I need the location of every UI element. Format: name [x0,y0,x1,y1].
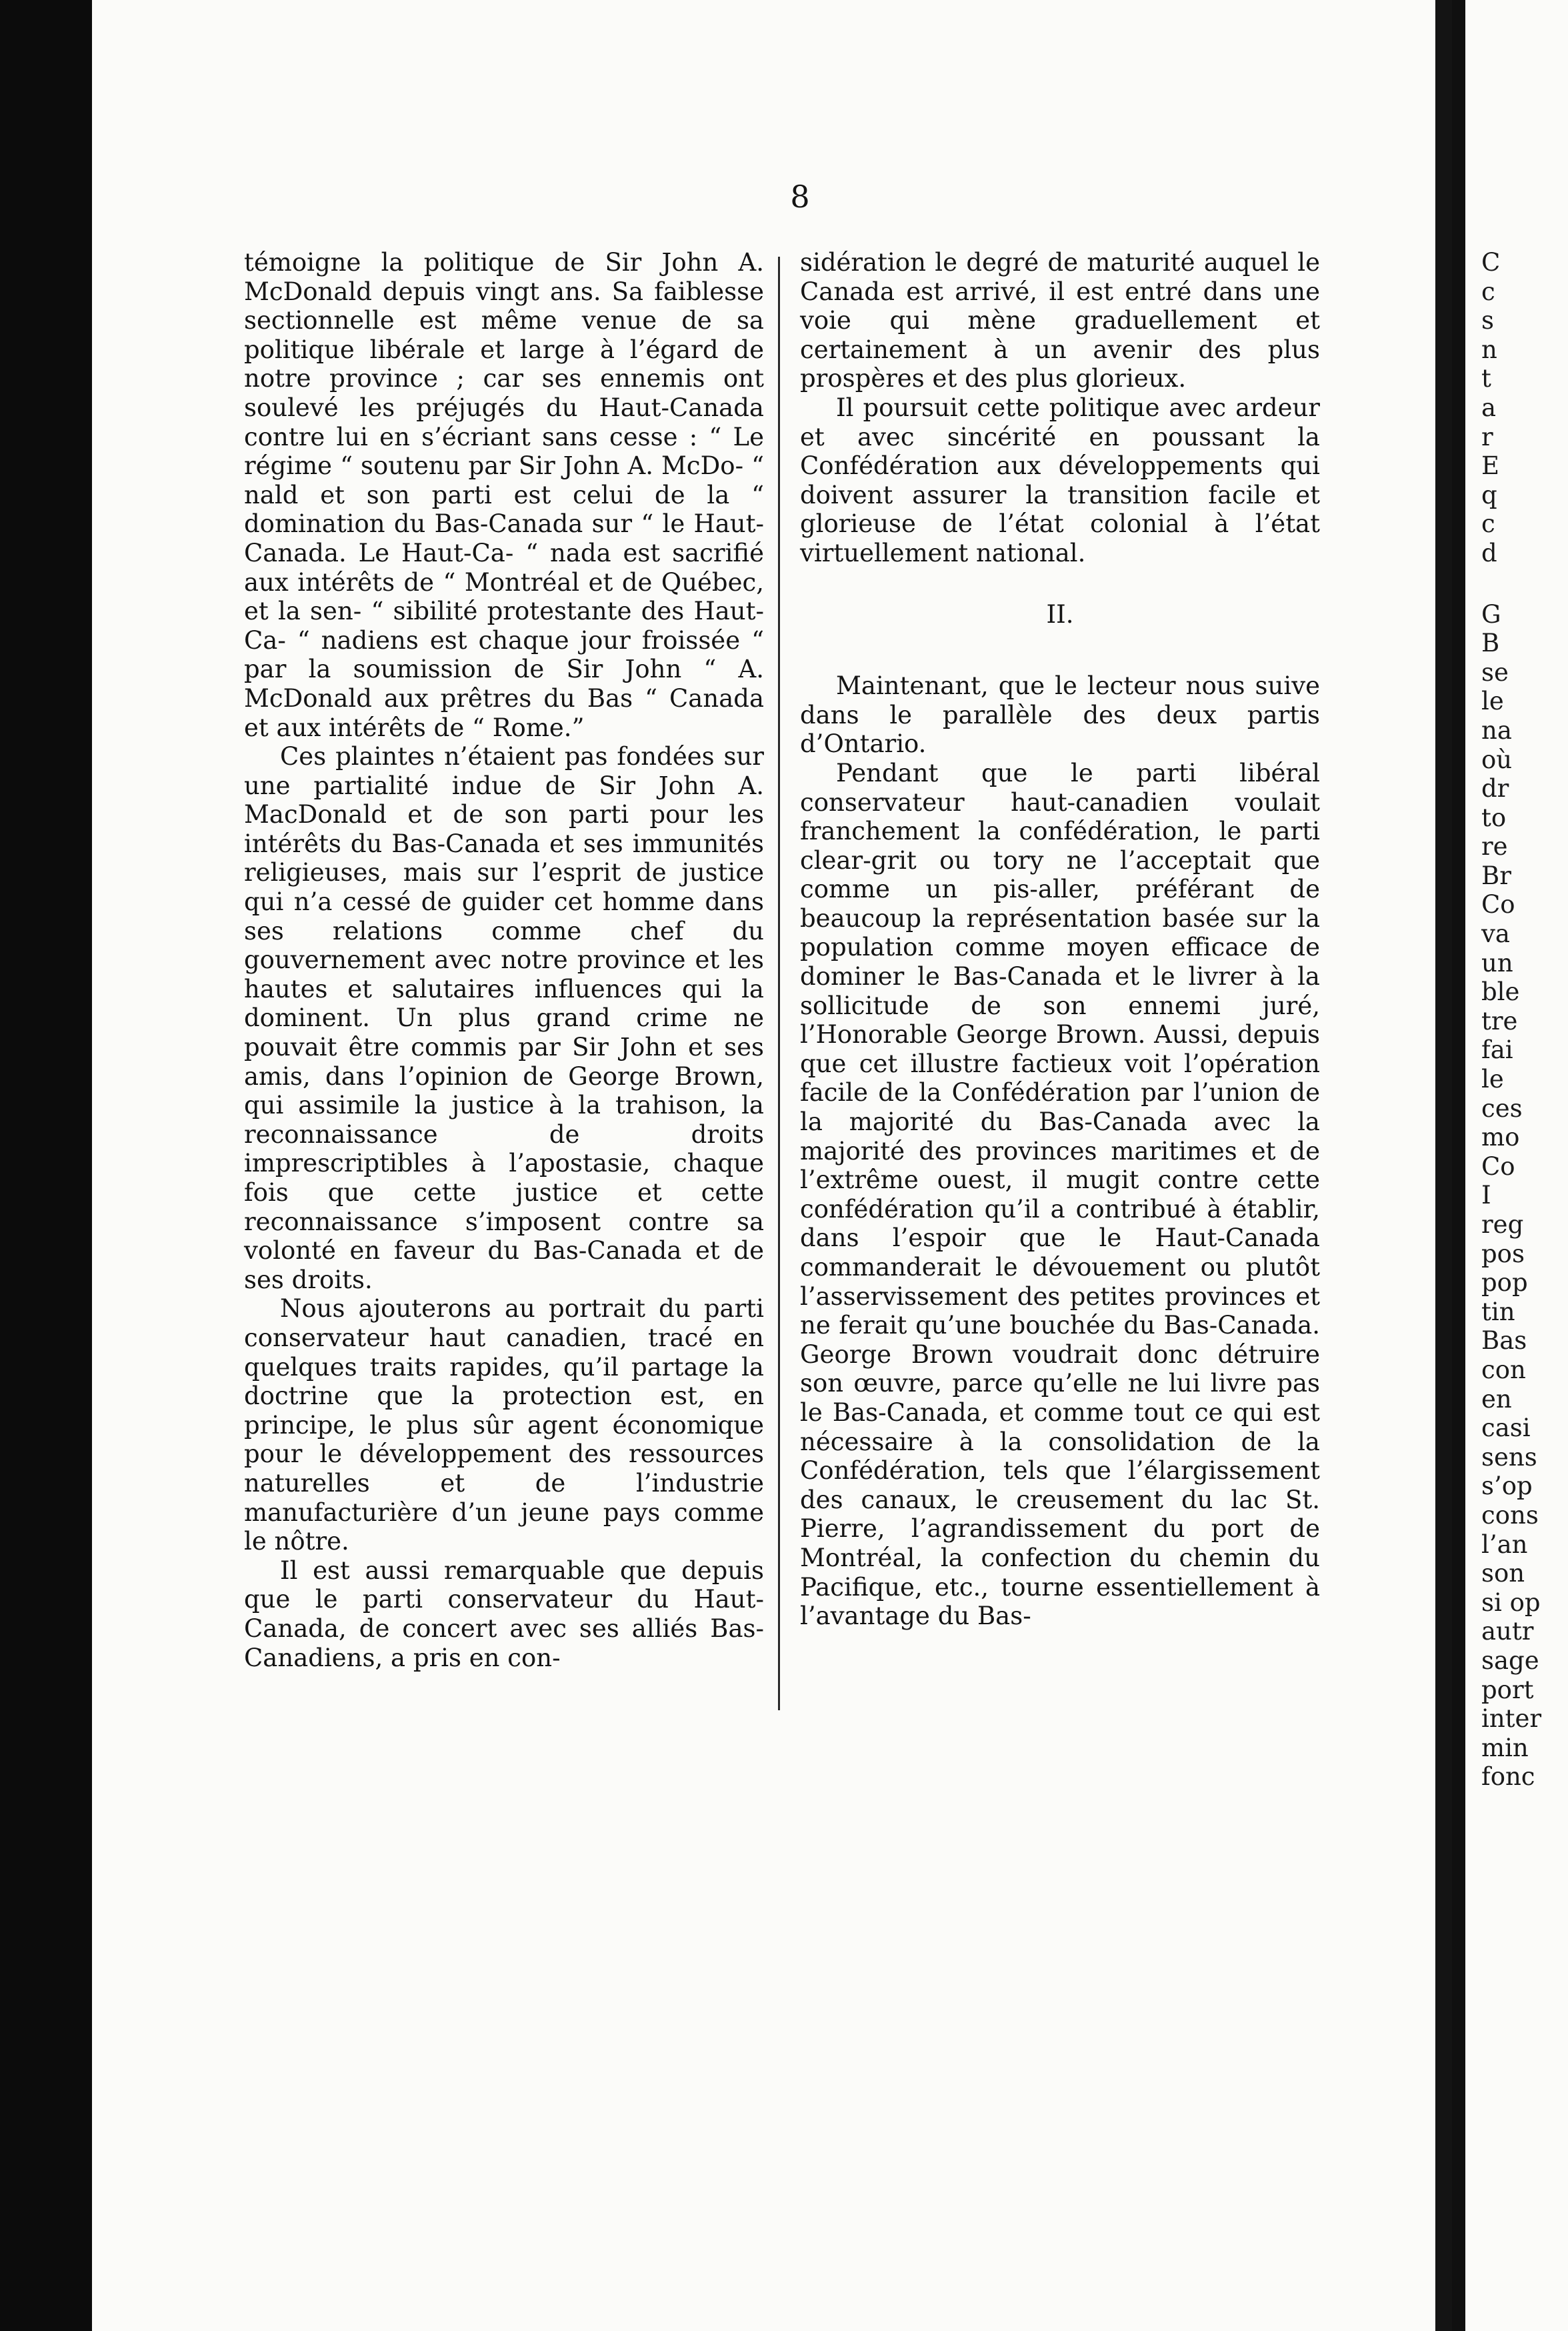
adjacent-page-fragment: où [1481,745,1513,774]
paragraph: sidération le degré de maturité auquel le Canada est arrivé, il est entré dans une voie qui mène graduellement et certainement à un avenir des plus prospères et des plus glorieux. [800,248,1320,393]
adjacent-page-fragment: sens [1481,1442,1537,1472]
paragraph: Il poursuit cette politique avec ardeur et avec sincérité en poussant la Confédération aux développements qui doivent assurer la transition facile et glorieuse de l’état colonial à l’état virtuellement national. [800,393,1320,567]
adjacent-page-fragment: s [1481,306,1494,335]
adjacent-page-fragment: n [1481,335,1497,364]
adjacent-page-fragment: mo [1481,1123,1520,1152]
adjacent-page-fragment: ces [1481,1093,1523,1123]
section-heading: II. [1046,599,1074,629]
adjacent-page-fragment: t [1481,364,1491,393]
left-text-column [244,248,764,1672]
adjacent-page-fragment: Co [1481,1151,1515,1181]
adjacent-page-fragment: E [1481,451,1500,481]
adjacent-page-fragment: va [1481,919,1510,949]
adjacent-page-fragment: port [1481,1675,1534,1704]
adjacent-page-fragment: autr [1481,1617,1534,1646]
paragraph: Pendant que le parti libéral conservateur haut-canadien voulait franchement la confédération, le parti clear-grit ou tory ne l’acceptait que comme un pis-aller, préférant de beaucoup la représentation basée sur la population comme moyen efficace de dominer le Bas-Canada et le livrer à la sollicitude de son ennemi juré, l’Honorable George Brown. Aussi, depuis que cet illustre factieux voit l’opération facile de la Confédération par l’union de la majorité du Bas-Canada avec la majorité des provinces maritimes et de l’extrême ouest, il mugit contre cette confédération qu’il a contribué à établir, dans l’espoir que le Haut-Canada commanderait le dévouement ou plutôt l’asservissement des petites provinces et ne ferait qu’une bouchée du Bas-Canada. George Brown voudrait donc détruire son œuvre, parce qu’elle ne lui livre pas le Bas-Canada, et comme tout ce qui est nécessaire à la consolidation de la Confédération, tels que l’élargissement des canaux, le creusement du lac St. Pierre, l’agrandissement du port de Montréal, la confection du chemin du Pacifique, etc., tourne essentiellement à l’avantage du Bas- [800,758,1320,1631]
adjacent-page-fragment: le [1481,1065,1504,1094]
adjacent-page-fragment: un [1481,948,1513,977]
adjacent-page-fragment: G [1481,599,1501,629]
adjacent-page-fragment: l’an [1481,1530,1528,1559]
adjacent-page-fragment: tin [1481,1297,1515,1326]
adjacent-page-fragment: Br [1481,861,1511,890]
adjacent-page-fragment: d [1481,538,1497,567]
adjacent-page-fragment: pop [1481,1268,1528,1298]
adjacent-page-fragment: re [1481,832,1508,861]
adjacent-page-fragment: se [1481,657,1509,687]
adjacent-page-fragment: Co [1481,890,1515,919]
adjacent-page-fragment: dr [1481,774,1509,803]
adjacent-page-fragment: reg [1481,1210,1524,1239]
column-divider [778,257,780,1710]
paragraph: Nous ajouterons au portrait du parti conservateur haut canadien, tracé en quelques traits rapides, qu’il partage la doctrine que la protection est, en principe, le plus sûr agent économique pour le développement des ressources naturelles et de l’industrie manufacturière d’un jeune pays comme le nôtre. [244,1294,764,1556]
adjacent-page-fragment: to [1481,803,1507,832]
adjacent-page-fragment: pos [1481,1239,1525,1268]
adjacent-page-fragment: c [1481,277,1495,306]
paragraph: Ces plaintes n’étaient pas fondées sur une partialité indue de Sir John A. MacDonald et de son parti pour les intérêts du Bas-Canada et ses immunités religieuses, mais sur l’esprit de justice qui n’a cessé de guider cet homme dans ses relations comme chef du gouvernement avec notre province et les hautes et salutaires influences qui la dominent. Un plus grand crime ne pouvait être commis par Sir John et ses amis, dans l’opinion de George Brown, qui assimile la justice à la trahison, la reconnaissance de droits imprescriptibles à l’apostasie, chaque fois que cette justice et cette reconnaissance s’imposent contre sa volonté en faveur du Bas-Canada et de ses droits. [244,742,764,1294]
page-number: 8 [790,179,810,215]
adjacent-page-fragment: tre [1481,1006,1518,1035]
adjacent-page-fragment: C [1481,248,1501,277]
adjacent-page-fragment: B [1481,629,1500,658]
adjacent-page-text [1481,248,1568,1792]
adjacent-page-fragment: fonc [1481,1762,1535,1792]
adjacent-page-fragment: con [1481,1355,1526,1384]
adjacent-page-fragment: si op [1481,1588,1541,1617]
adjacent-page-fragment: sage [1481,1646,1539,1675]
adjacent-page-fragment: inter [1481,1704,1542,1734]
adjacent-page-fragment: q [1481,480,1497,509]
page-gutter [1452,0,1465,2331]
adjacent-page-fragment: s’op [1481,1472,1533,1501]
adjacent-page-fragment: son [1481,1559,1525,1588]
paragraph: Maintenant, que le lecteur nous suive dans le parallèle des deux partis d’Ontario. [800,671,1320,759]
dark-scan-edge [0,0,92,2331]
paragraph: témoigne la politique de Sir John A. McDonald depuis vingt ans. Sa faiblesse sectionnelle est même venue de sa politique libérale et large à l’égard de notre province ; car ses ennemis ont soulevé les préjugés du Haut-Canada contre lui en s’écriant sans cesse : “ Le régime “ soutenu par Sir John A. McDo- “ nald et son parti est celui de la “ domination du Bas-Canada sur “ le Haut-Canada. Le Haut-Ca- “ nada est sacrifié aux intérêts de “ Montréal et de Québec, et la sen- “ sibilité protestante des Haut-Ca- “ nadiens est chaque jour froissée “ par la soumission de Sir John “ A. McDonald aux prêtres du Bas “ Canada et aux intérêts de “ Rome.” [244,248,764,742]
adjacent-page-fragment: fai [1481,1035,1513,1065]
adjacent-page-fragment: en [1481,1384,1512,1414]
adjacent-page-edge [1465,0,1568,2331]
spacer [1481,568,1568,600]
adjacent-page-fragment: casi [1481,1414,1531,1443]
adjacent-page-fragment: a [1481,393,1497,422]
adjacent-page-fragment: c [1481,509,1495,539]
adjacent-page-fragment: ble [1481,977,1520,1007]
adjacent-page-fragment: cons [1481,1500,1539,1530]
adjacent-page-fragment: r [1481,422,1493,451]
paragraph: Il est aussi remarquable que depuis que le parti conservateur du Haut-Canada, de concert avec ses alliés Bas-Canadiens, a pris en con- [244,1556,764,1672]
adjacent-page-fragment: Bas [1481,1326,1527,1356]
adjacent-page-fragment: le [1481,687,1504,716]
adjacent-page-fragment: min [1481,1733,1529,1762]
adjacent-page-fragment: I [1481,1181,1491,1210]
right-text-column [800,248,1320,1631]
adjacent-page-fragment: na [1481,715,1512,745]
